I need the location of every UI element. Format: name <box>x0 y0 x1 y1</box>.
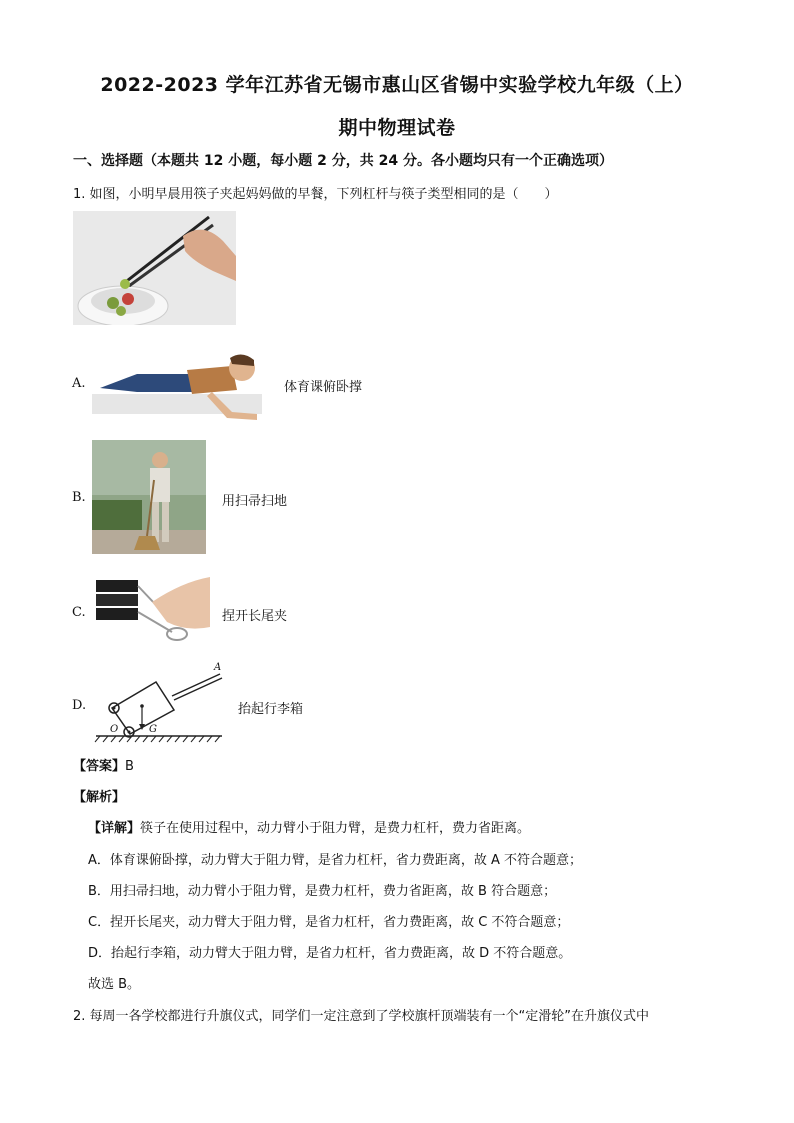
page-title: 2022-2023 学年江苏省无锡市惠山区省锡中实验学校九年级（上） <box>100 74 694 96</box>
explanation-c: C．捏开长尾夹，动力臂大于阻力臂，是省力杠杆，省力费距离，故 C 不符合题意； <box>88 915 570 930</box>
detail-text: 筷子在使用过程中，动力臂小于阻力臂，是费力杠杆，费力省距离。 <box>140 821 531 836</box>
answer-tag: 【答案】 <box>73 759 126 774</box>
option-a-letter: A. <box>72 376 86 391</box>
sweeping-image <box>92 440 206 554</box>
page-subtitle: 期中物理试卷 <box>338 117 456 139</box>
point-a-label: A <box>214 662 222 673</box>
explanation-b: B．用扫帚扫地，动力臂小于阻力臂，是费力杠杆，费力省距离，故 B 符合题意； <box>88 884 557 899</box>
section-heading: 一、选择题（本题共 12 小题，每小题 2 分，共 24 分。各小题均只有一个正确选项） <box>73 153 613 169</box>
explanation-a: A．体育课俯卧撑，动力臂大于阻力臂，是省力杠杆，省力费距离，故 A 不符合题意； <box>88 853 583 868</box>
binder-clip-image <box>92 572 210 648</box>
detail-line <box>88 817 530 836</box>
option-c-label: 捏开长尾夹 <box>222 609 288 624</box>
luggage-lever-diagram <box>92 662 226 744</box>
question-1-stem: 1. 如图，小明早晨用筷子夹起妈妈做的早餐，下列杠杆与筷子类型相同的是（ ） <box>73 187 558 202</box>
pushup-image <box>92 352 262 430</box>
option-b-letter: B. <box>72 490 86 505</box>
conclusion: 故选 B。 <box>88 977 141 992</box>
analysis-tag: 【解析】 <box>73 790 126 805</box>
option-d-letter: D. <box>72 698 87 713</box>
explanation-d: D．抬起行李箱，动力臂大于阻力臂，是省力杠杆，省力费距离，故 D 不符合题意。 <box>88 946 572 961</box>
detail-tag: 【详解】 <box>88 821 141 836</box>
point-g-label: G <box>149 724 157 735</box>
answer-line <box>73 755 134 774</box>
option-b-label: 用扫帚扫地 <box>222 494 288 509</box>
point-o-label: O <box>110 724 119 735</box>
answer-value: B <box>125 759 134 774</box>
question-2-stem: 2. 每周一各学校都进行升旗仪式，同学们一定注意到了学校旗杆顶端装有一个“定滑轮”在升旗仪式中 <box>73 1009 650 1024</box>
option-a-label: 体育课俯卧撑 <box>284 380 363 395</box>
option-d-label: 抬起行李箱 <box>238 702 304 717</box>
chopsticks-image <box>73 211 236 325</box>
option-c-letter: C. <box>72 605 86 620</box>
